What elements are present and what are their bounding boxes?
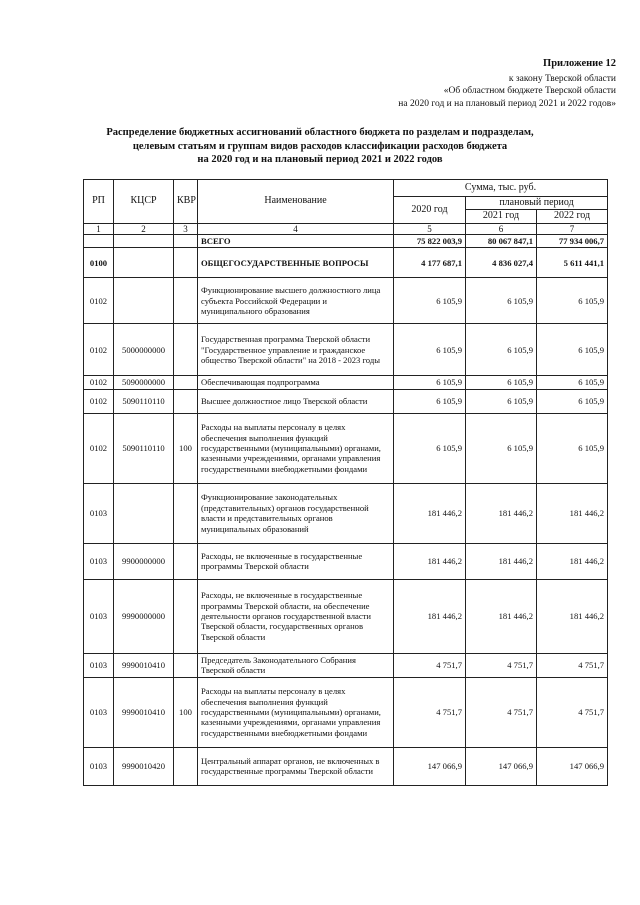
table-row xyxy=(84,747,608,785)
cell-name: Высшее должностное лицо Тверской области xyxy=(198,389,394,413)
cell-2021: 6 105,9 xyxy=(466,278,537,324)
table-row xyxy=(84,248,608,278)
cell-kcsr: 5090110110 xyxy=(114,413,174,483)
cell-kvr xyxy=(174,278,198,324)
column-number: 2 xyxy=(114,223,174,234)
appendix-title: Приложение 12 xyxy=(543,58,616,69)
cell-kcsr xyxy=(114,234,174,247)
cell-2022: 181 446,2 xyxy=(537,579,608,653)
cell-2020: 181 446,2 xyxy=(394,579,466,653)
cell-2022: 6 105,9 xyxy=(537,389,608,413)
cell-kvr xyxy=(174,234,198,247)
cell-name: Государственная программа Тверской области "Государственное управление и гражданское общество Тверской области" на 2018 - 2023 годы xyxy=(198,324,394,376)
cell-name: Функционирование законодательных (представительных) органов государственной власти и представительных органов муниципальных образований xyxy=(198,483,394,543)
cell-2020: 6 105,9 xyxy=(394,324,466,376)
cell-rp: 0102 xyxy=(84,324,114,376)
cell-2021: 4 751,7 xyxy=(466,653,537,677)
document-title-line: целевым статьям и группам видов расходов классификации расходов бюджета xyxy=(132,140,508,152)
cell-2022: 4 751,7 xyxy=(537,677,608,747)
appendix-block xyxy=(256,58,616,110)
cell-2020: 4 751,7 xyxy=(394,677,466,747)
header-2020: 2020 год xyxy=(394,197,466,224)
cell-kvr xyxy=(174,248,198,278)
cell-rp: 0103 xyxy=(84,677,114,747)
cell-2022: 181 446,2 xyxy=(537,543,608,579)
budget-table xyxy=(83,179,608,786)
cell-2022: 6 105,9 xyxy=(537,278,608,324)
cell-2022: 6 105,9 xyxy=(537,376,608,389)
cell-name: ВСЕГО xyxy=(198,234,394,247)
cell-rp: 0100 xyxy=(84,248,114,278)
cell-rp xyxy=(84,234,114,247)
header-name: Наименование xyxy=(198,180,394,224)
cell-kcsr: 5000000000 xyxy=(114,324,174,376)
cell-kcsr: 9990010410 xyxy=(114,677,174,747)
column-number: 1 xyxy=(84,223,114,234)
table-row xyxy=(84,677,608,747)
cell-rp: 0102 xyxy=(84,278,114,324)
cell-2021: 6 105,9 xyxy=(466,324,537,376)
cell-kcsr xyxy=(114,248,174,278)
cell-kcsr xyxy=(114,278,174,324)
cell-2021: 4 836 027,4 xyxy=(466,248,537,278)
cell-2021: 6 105,9 xyxy=(466,389,537,413)
column-number: 6 xyxy=(466,223,537,234)
cell-name: Председатель Законодательного Собрания Тверской области xyxy=(198,653,394,677)
cell-kvr: 100 xyxy=(174,677,198,747)
header-sum: Сумма, тыс. руб. xyxy=(394,180,608,197)
table-row xyxy=(84,324,608,376)
column-number: 3 xyxy=(174,223,198,234)
cell-2022: 181 446,2 xyxy=(537,483,608,543)
header-kvr: КВР xyxy=(174,180,198,224)
cell-2021: 181 446,2 xyxy=(466,483,537,543)
appendix-line: на 2020 год и на плановый период 2021 и 2022 годов» xyxy=(398,98,616,109)
cell-rp: 0102 xyxy=(84,376,114,389)
cell-name: Расходы на выплаты персоналу в целях обеспечения выполнения функций государственными (муниципальными) органами, казенными учреждениями, органами управления государственными внебюджетными фондами xyxy=(198,677,394,747)
table-row xyxy=(84,483,608,543)
cell-2021: 6 105,9 xyxy=(466,413,537,483)
cell-rp: 0102 xyxy=(84,389,114,413)
table-row xyxy=(84,413,608,483)
cell-2020: 6 105,9 xyxy=(394,389,466,413)
cell-2020: 181 446,2 xyxy=(394,543,466,579)
cell-kvr xyxy=(174,389,198,413)
cell-2020: 181 446,2 xyxy=(394,483,466,543)
cell-rp: 0103 xyxy=(84,543,114,579)
cell-kcsr: 9900000000 xyxy=(114,543,174,579)
appendix-line: к закону Тверской области xyxy=(508,73,616,84)
document-title-line: Распределение бюджетных ассигнований областного бюджета по разделам и подразделам, xyxy=(106,127,534,138)
cell-rp: 0103 xyxy=(84,747,114,785)
header-kcsr: КЦСР xyxy=(114,180,174,224)
cell-2020: 6 105,9 xyxy=(394,413,466,483)
column-number: 7 xyxy=(537,223,608,234)
cell-kcsr xyxy=(114,483,174,543)
cell-rp: 0103 xyxy=(84,579,114,653)
cell-2020: 4 177 687,1 xyxy=(394,248,466,278)
cell-kvr xyxy=(174,653,198,677)
cell-name: Обеспечивающая подпрограмма xyxy=(198,376,394,389)
cell-2022: 77 934 006,7 xyxy=(537,234,608,247)
header-2022: 2022 год xyxy=(537,210,608,223)
cell-2020: 6 105,9 xyxy=(394,278,466,324)
cell-rp: 0102 xyxy=(84,413,114,483)
cell-name: Расходы на выплаты персоналу в целях обеспечения выполнения функций государственными (муниципальными) органами, казенными учреждениями, органами управления государственными внебюджетными фондами xyxy=(198,413,394,483)
cell-kcsr: 9990010420 xyxy=(114,747,174,785)
column-number: 5 xyxy=(394,223,466,234)
cell-2021: 80 067 847,1 xyxy=(466,234,537,247)
cell-name: Функционирование высшего должностного лица субъекта Российской Федерации и муниципального образования xyxy=(198,278,394,324)
cell-2020: 75 822 003,9 xyxy=(394,234,466,247)
cell-kvr xyxy=(174,376,198,389)
column-number: 4 xyxy=(198,223,394,234)
cell-2021: 147 066,9 xyxy=(466,747,537,785)
table-row xyxy=(84,389,608,413)
cell-2021: 4 751,7 xyxy=(466,677,537,747)
table-row xyxy=(84,579,608,653)
header-planned-period: плановый период xyxy=(466,197,608,210)
header-2021: 2021 год xyxy=(466,210,537,223)
cell-name: ОБЩЕГОСУДАРСТВЕННЫЕ ВОПРОСЫ xyxy=(198,248,394,278)
document-title xyxy=(90,126,550,167)
table-row xyxy=(84,278,608,324)
cell-kcsr: 5090000000 xyxy=(114,376,174,389)
cell-2020: 4 751,7 xyxy=(394,653,466,677)
cell-2022: 6 105,9 xyxy=(537,413,608,483)
cell-name: Расходы, не включенные в государственные программы Тверской области, на обеспечение деятельности органов государственной власти Тверской области, государственных органов Тверской области xyxy=(198,579,394,653)
cell-kvr xyxy=(174,543,198,579)
cell-name: Расходы, не включенные в государственные программы Тверской области xyxy=(198,543,394,579)
table-row xyxy=(84,234,608,247)
cell-kvr xyxy=(174,747,198,785)
cell-kvr xyxy=(174,324,198,376)
cell-2021: 181 446,2 xyxy=(466,579,537,653)
cell-kvr xyxy=(174,579,198,653)
cell-kvr xyxy=(174,483,198,543)
table-row xyxy=(84,543,608,579)
cell-2021: 181 446,2 xyxy=(466,543,537,579)
cell-kcsr: 9990000000 xyxy=(114,579,174,653)
header-rp: РП xyxy=(84,180,114,224)
cell-2022: 6 105,9 xyxy=(537,324,608,376)
cell-name: Центральный аппарат органов, не включенных в государственные программы Тверской области xyxy=(198,747,394,785)
cell-2020: 147 066,9 xyxy=(394,747,466,785)
cell-2022: 5 611 441,1 xyxy=(537,248,608,278)
cell-2022: 147 066,9 xyxy=(537,747,608,785)
cell-kcsr: 9990010410 xyxy=(114,653,174,677)
appendix-line: «Об областном бюджете Тверской области xyxy=(443,86,616,96)
table-row xyxy=(84,376,608,389)
cell-2020: 6 105,9 xyxy=(394,376,466,389)
cell-rp: 0103 xyxy=(84,483,114,543)
cell-rp: 0103 xyxy=(84,653,114,677)
cell-kvr: 100 xyxy=(174,413,198,483)
cell-2022: 4 751,7 xyxy=(537,653,608,677)
table-row xyxy=(84,653,608,677)
cell-kcsr: 5090110110 xyxy=(114,389,174,413)
cell-2021: 6 105,9 xyxy=(466,376,537,389)
document-title-line: на 2020 год и на плановый период 2021 и 2022 годов xyxy=(197,154,443,165)
